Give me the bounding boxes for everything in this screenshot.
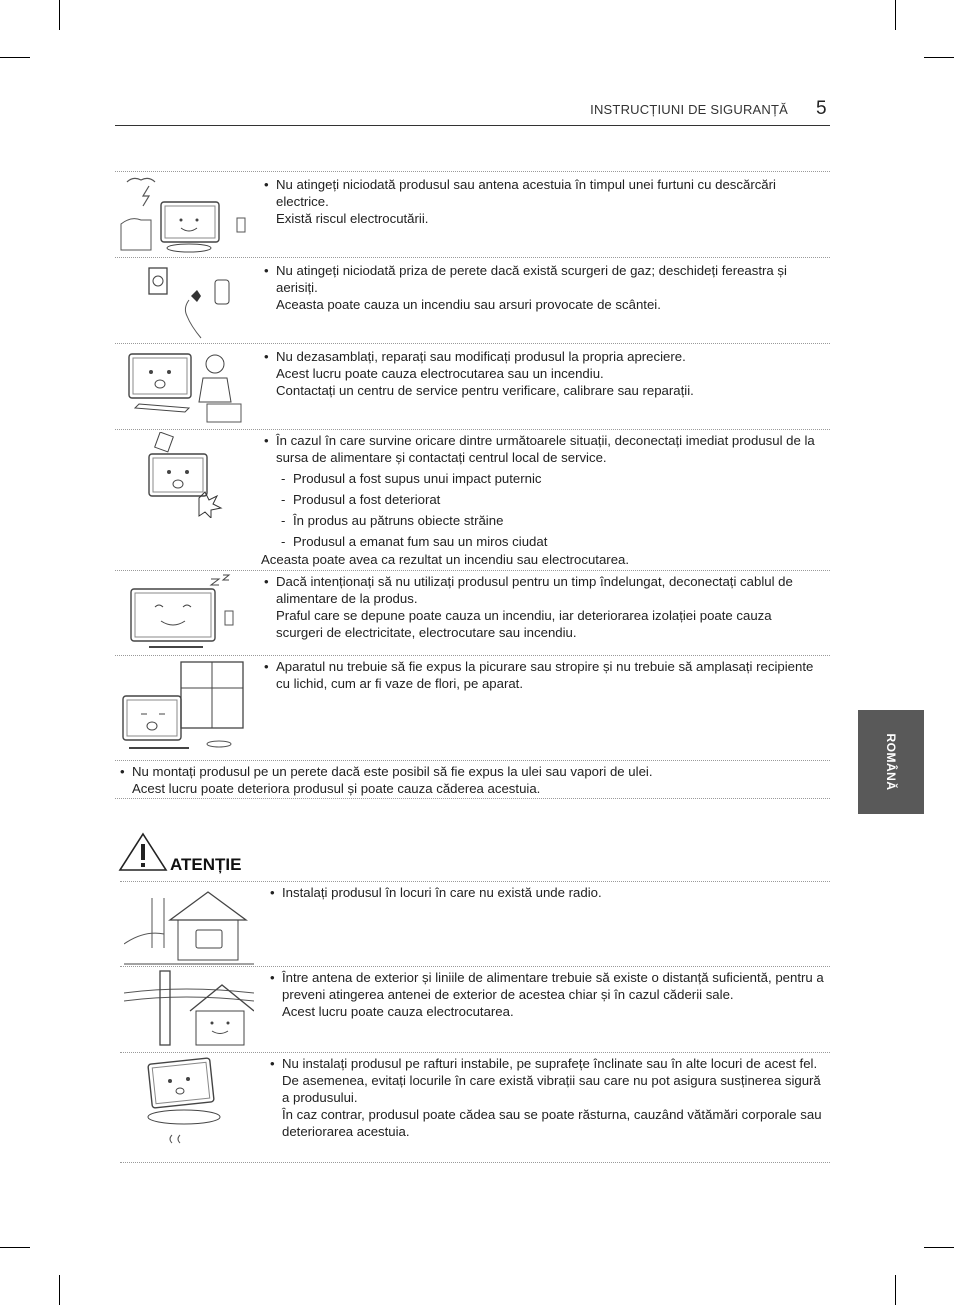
warning-line: Praful care se depune poate cauza un incendiu, iar deteriorarea izolației poate cauza scurgeri de electricitate, electrocutare sau incendiu. — [276, 608, 772, 640]
warning-row — [115, 429, 830, 571]
warning-row — [115, 655, 830, 761]
warning-row — [115, 343, 830, 430]
repair-illustration — [119, 346, 249, 426]
warning-text — [262, 573, 822, 641]
warning-text — [262, 348, 822, 399]
warning-line: • Nu atingeți niciodată produsul sau antena acestuia în timpul unei furtuni cu descărcări electrice. — [262, 176, 822, 210]
caution-text — [268, 969, 828, 1020]
caution-line: • Între antena de exterior și liniile de alimentare trebuie să existe o distanță suficientă, pentru a preveni atingerea antenei de exterior de acestea chiar și în cazul căderii sale. — [268, 969, 828, 1003]
crop-mark — [895, 0, 896, 30]
warning-text — [262, 176, 822, 227]
page-number: 5 — [816, 98, 827, 119]
warning-row — [115, 760, 830, 799]
warning-line: • Dacă intenționați să nu utilizați produsul pentru un timp îndelungat, deconectați cablul de alimentare de la produs. — [262, 573, 822, 607]
warning-subitem: - Produsul a fost supus unui impact puternic — [262, 469, 822, 488]
unplug-tv-illustration — [119, 573, 249, 653]
radio-waves-house-illustration — [124, 884, 254, 966]
caution-line: Acest lucru poate cauza electrocutarea. — [282, 1004, 514, 1019]
damaged-tv-illustration — [119, 432, 249, 518]
caution-text — [268, 884, 828, 901]
caution-line: • Nu instalați produsul pe rafturi instabile, pe suprafețe înclinate sau în alte locuri de acest fel. De asemenea, evitați locurile în care există vibrații sau care nu pot asigura susținerea sigură a produsului. — [268, 1055, 828, 1106]
section-title: INSTRUCȚIUNI DE SIGURANȚĂ — [590, 102, 788, 117]
warning-row — [115, 570, 830, 656]
unstable-shelf-illustration — [124, 1055, 254, 1145]
warning-line: • Nu montați produsul pe un perete dacă este posibil să fie expus la ulei sau vapori de ulei. — [118, 763, 818, 780]
warning-subitem: - Produsul a fost deteriorat — [262, 490, 822, 509]
warning-line: Aceasta poate cauza un incendiu sau arsuri provocate de scântei. — [276, 297, 661, 312]
warning-subitem: - În produs au pătruns obiecte străine — [262, 511, 822, 530]
water-tv-illustration — [119, 658, 251, 758]
crop-mark — [0, 1247, 30, 1248]
header-rule — [115, 125, 830, 126]
crop-mark — [924, 1247, 954, 1248]
gas-outlet-illustration — [119, 260, 249, 340]
crop-mark — [59, 0, 60, 30]
warning-triangle-icon — [118, 832, 168, 872]
lightning-tv-illustration — [119, 174, 249, 254]
warning-line: Acest lucru poate cauza electrocutarea sau un incendiu. — [276, 366, 604, 381]
warning-line: Există riscul electrocutării. — [276, 211, 429, 226]
caution-line: În caz contrar, produsul poate cădea sau se poate răsturna, cauzând vătămări corporale sau deteriorarea acestuia. — [282, 1107, 822, 1139]
warning-line: • În cazul în care survine oricare dintre următoarele situații, deconectați imediat produsul de la sursa de alimentare și contactați centrul local de service. — [262, 432, 822, 466]
warning-line: Contactați un centru de service pentru verificare, calibrare sau reparații. — [276, 383, 694, 398]
caution-text — [268, 1055, 828, 1140]
antenna-power-line-illustration — [124, 969, 254, 1051]
warning-row — [115, 257, 830, 344]
crop-mark — [0, 57, 30, 58]
caution-row — [120, 966, 830, 1053]
warning-line: • Nu atingeți niciodată priza de perete dacă există scurgeri de gaz; deschideți fereastra și aerisiți. — [262, 262, 822, 296]
crop-mark — [59, 1275, 60, 1305]
caution-row — [120, 881, 830, 967]
crop-mark — [895, 1275, 896, 1305]
language-tab-label: ROMÂNĂ — [884, 733, 898, 791]
warning-text — [262, 658, 822, 692]
caution-title: ATENȚIE — [170, 855, 242, 874]
warning-footer: Aceasta poate avea ca rezultat un incendiu sau electrocutarea. — [261, 552, 630, 567]
warning-line: Acest lucru poate deteriora produsul și poate cauza căderea acestuia. — [132, 781, 541, 796]
caution-line: • Instalați produsul în locuri în care nu există unde radio. — [268, 884, 828, 901]
warning-subitem: - Produsul a emanat fum sau un miros ciudat — [262, 532, 822, 551]
warning-row — [115, 171, 830, 258]
crop-mark — [924, 57, 954, 58]
caution-row — [120, 1052, 830, 1163]
language-tab — [858, 710, 924, 814]
warning-text — [262, 432, 822, 551]
warning-text — [262, 262, 822, 313]
warning-line: • Nu dezasamblați, reparați sau modificați produsul la propria apreciere. — [262, 348, 822, 365]
warning-text — [118, 763, 818, 797]
warning-line: • Aparatul nu trebuie să fie expus la picurare sau stropire și nu trebuie să amplasați recipiente cu lichid, cum ar fi vaze de flori, pe aparat. — [262, 658, 822, 692]
